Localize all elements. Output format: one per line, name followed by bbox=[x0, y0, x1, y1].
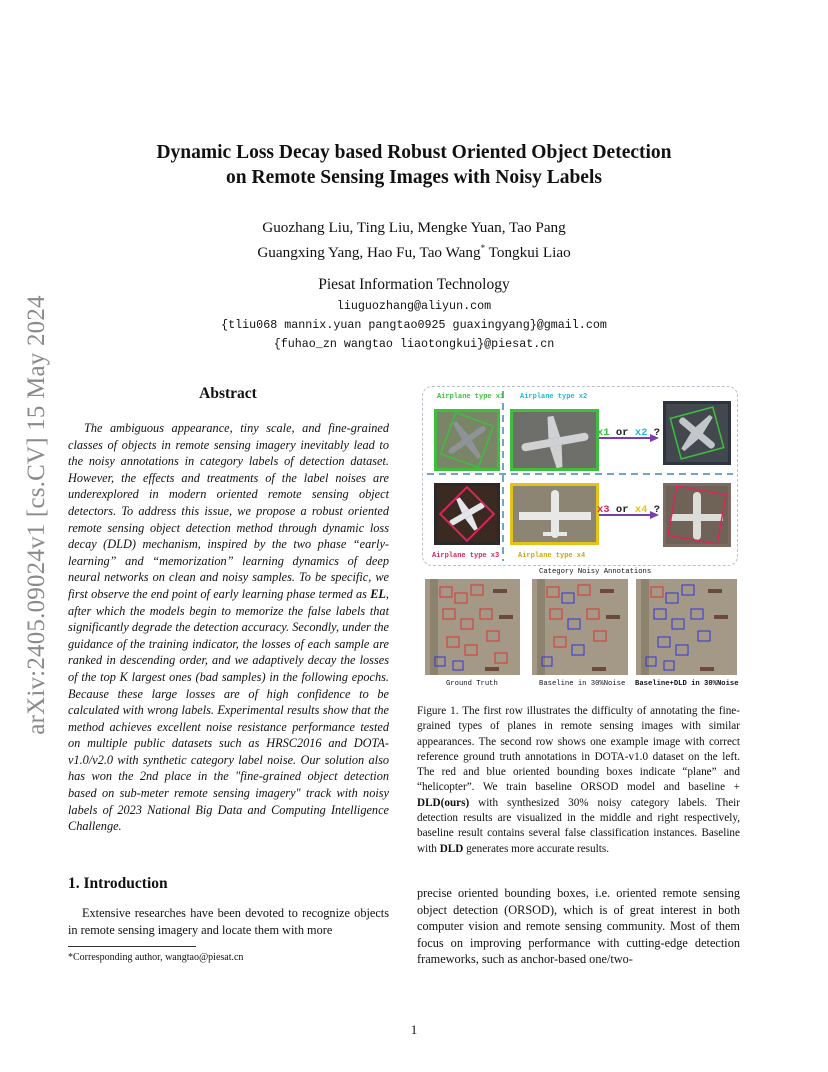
airplane-tile-x4 bbox=[510, 483, 599, 545]
airplane-tile-x2 bbox=[510, 409, 599, 471]
question-top-a: x1 bbox=[597, 427, 610, 439]
figure-noisy-annotations-panel bbox=[422, 386, 738, 566]
scene-baseline-dld bbox=[636, 579, 737, 675]
caption-text-2: with synthesized 30% noisy category labels. Their detection results are visualized in the middle and right respectively, baseline result contains several false classification instances. Baseline with bbox=[417, 796, 740, 855]
arxiv-identifier: arXiv:2405.09024v1 [cs.CV] 15 May 2024 bbox=[23, 295, 50, 735]
corresponding-mark: * bbox=[480, 243, 486, 253]
query-tile-bottom bbox=[663, 483, 731, 547]
title-line-2: on Remote Sensing Images with Noisy Labels bbox=[226, 167, 602, 188]
airplane-x2-icon bbox=[513, 412, 596, 468]
abstract-text-2: , after which the models begin to memorize the false labels that significantly degrade the detection accuracy. Secondly, under the guidance of the training indicator, the losses of each sample are ranked in descending order, and we adaptively decay the losses of the top K largest ones (bad samples) in the following epochs. Because these large losses are of high confidence to be calculated with wrong labels. Experimental results show that the method achieves excellent noise resistance performance tested on multiple public datasets such as HRSC2016 and DOTA-v1.0/v2.0 with synthetic category label noise. Our solution also has won the 2nd place in the "fine-grained object detection based on sub-meter remote sensing imagery" track with noisy labels of 2023 National Big Data and Computing Intelligence Challenge. bbox=[68, 586, 389, 834]
authors-line-2-end: Tongkui Liao bbox=[485, 244, 571, 262]
abstract-body bbox=[68, 420, 389, 835]
scene-baseline bbox=[532, 579, 628, 675]
question-bottom bbox=[597, 504, 660, 516]
airplane-x4-icon bbox=[513, 486, 596, 542]
email-line-3: {fuhao_zn wangtao liaotongkui}@piesat.cn bbox=[273, 337, 555, 351]
intro-paragraph-right: precise oriented bounding boxes, i.e. oriented remote sensing object detection (ORSOD), which is of great interest in both computer vision and remote sensing community. Most of them focus on improving performance with cutting-edge detection frameworks, such as anchor-based one/two- bbox=[417, 886, 740, 967]
caption-text-3: generates more accurate results. bbox=[463, 842, 609, 855]
query-bottom-airplane-icon bbox=[666, 486, 728, 544]
scene2-label: Baseline in 30%Noise bbox=[539, 680, 626, 688]
question-top-b: x2 bbox=[634, 427, 648, 439]
label-airplane-x1: Airplane type x1 bbox=[437, 393, 505, 401]
author-list bbox=[100, 218, 728, 263]
caption-label: Figure 1. bbox=[417, 705, 459, 717]
question-bottom-or: or bbox=[615, 504, 629, 516]
email-line-2: {tliu068 mannix.yuan pangtao0925 guaxingyang}@gmail.com bbox=[221, 318, 607, 332]
question-bottom-mark: ? bbox=[653, 504, 661, 516]
scene1-label: Ground Truth bbox=[446, 680, 498, 688]
footnote: *Corresponding author, wangtao@piesat.cn bbox=[68, 952, 244, 963]
question-bottom-b: x4 bbox=[634, 504, 648, 516]
ground-truth-detections bbox=[425, 579, 520, 675]
question-top bbox=[597, 427, 660, 439]
authors-line-2 bbox=[100, 238, 728, 263]
page-number: 1 bbox=[410, 1022, 418, 1037]
arxiv-sidebar bbox=[22, 270, 52, 760]
query-tile-top bbox=[663, 401, 731, 465]
row-caption: Category Noisy Annotations bbox=[539, 568, 652, 576]
airplane-tile-x1 bbox=[434, 409, 500, 471]
scene-ground-truth bbox=[425, 579, 520, 675]
label-airplane-x2: Airplane type x2 bbox=[520, 393, 588, 401]
abstract-text-1: The ambiguous appearance, tiny scale, and fine-grained classes of objects in remote sensing imagery inevitably lead to the noisy annotations in category labels of detection dataset. However, the effects and treatments of the label noises are underexplored in modern oriented remote sensing object detectors. To address this issue, we propose a robust oriented remote sensing object detection method through dynamic loss decay (DLD) mechanism, inspired by the two phase “early-learning” and “memorization” learning dynamics of deep neural networks on clean and noisy samples. To be specific, we first observe the end point of early learning phase termed as bbox=[68, 421, 389, 601]
affiliation: Piesat Information Technology bbox=[318, 276, 510, 293]
question-top-mark: ? bbox=[653, 427, 661, 439]
abstract-heading: Abstract bbox=[199, 385, 257, 402]
paper-title bbox=[100, 140, 728, 190]
authors-line-2-text: Guangxing Yang, Hao Fu, Tao Wang bbox=[257, 244, 481, 262]
email-line-1: liuguozhang@aliyun.com bbox=[336, 299, 492, 313]
introduction-heading: 1. Introduction bbox=[68, 875, 168, 892]
scene3-label: Baseline+DLD in 30%Noise bbox=[635, 680, 739, 688]
caption-bold-2: DLD bbox=[439, 842, 464, 855]
footnote-rule bbox=[68, 946, 196, 947]
airplane-x1-icon bbox=[437, 412, 497, 468]
title-line-1: Dynamic Loss Decay based Robust Oriented Object Detection bbox=[156, 142, 672, 163]
question-bottom-a: x3 bbox=[597, 504, 610, 516]
airplane-x3-icon bbox=[437, 486, 497, 542]
question-top-or: or bbox=[615, 427, 629, 439]
caption-bold-1: DLD(ours) bbox=[417, 796, 470, 809]
label-airplane-x3: Airplane type x3 bbox=[432, 552, 500, 560]
caption-text-1: The first row illustrates the difficulty of annotating the fine-grained types of planes in remote sensing images with similar appearances. The second row shows one example image with correct reference ground truth annotations in DOTA-v1.0 dataset on the left. The red and blue oriented bounding boxes indicate “plane” and “helicopter”. We train baseline ORSOD model and baseline + bbox=[417, 705, 740, 794]
baseline-detections bbox=[532, 579, 628, 675]
intro-paragraph-left: Extensive researches have been devoted to recognize objects in remote sensing imagery and locate them with more bbox=[68, 906, 389, 937]
label-airplane-x4: Airplane type x4 bbox=[518, 552, 586, 560]
abstract-em-term: EL bbox=[370, 586, 386, 601]
baseline-dld-detections bbox=[636, 579, 737, 675]
airplane-tile-x3 bbox=[434, 483, 500, 545]
authors-line-1: Guozhang Liu, Ting Liu, Mengke Yuan, Tao Pang bbox=[262, 219, 566, 236]
query-top-airplane-icon bbox=[666, 404, 728, 462]
figure-caption bbox=[417, 704, 740, 857]
